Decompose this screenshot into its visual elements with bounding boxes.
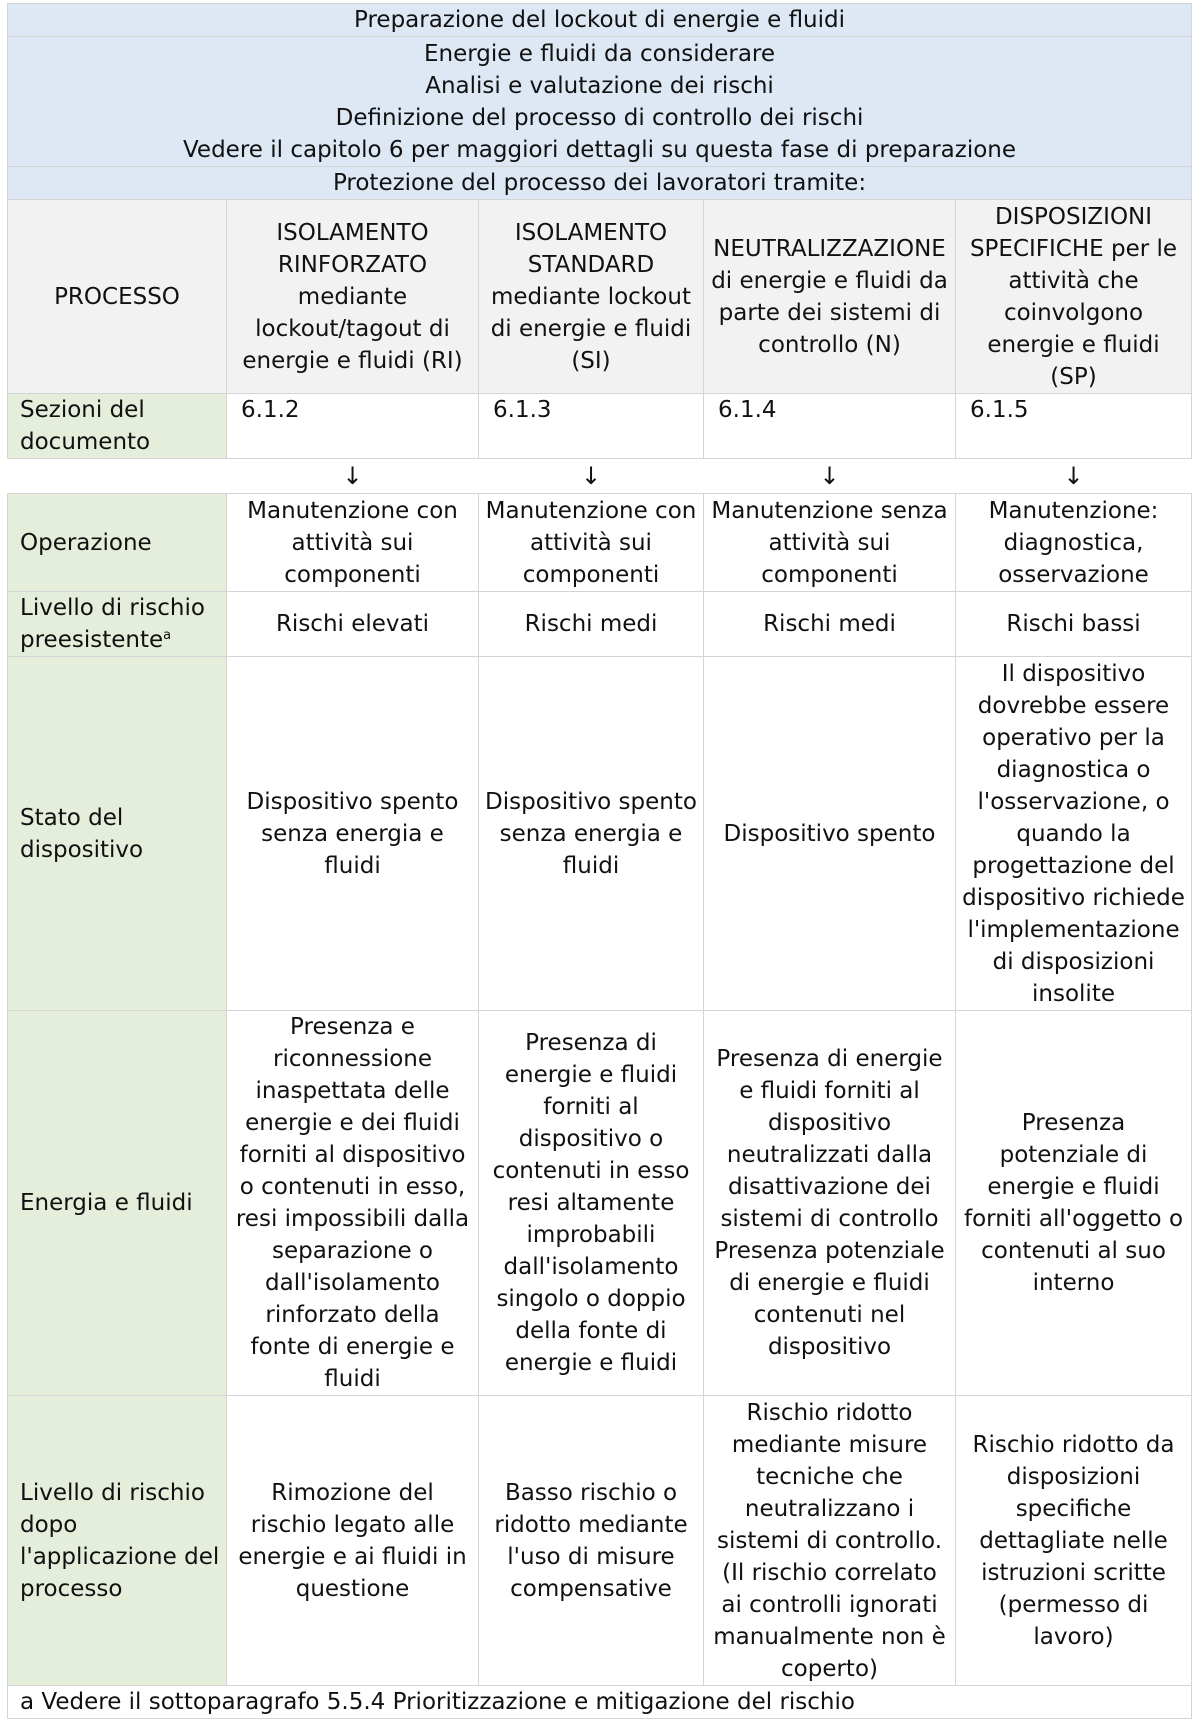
stato-si: Dispositivo spento senza energia e fluidi xyxy=(479,657,704,1011)
livello-pre-si: Rischi medi xyxy=(479,592,704,657)
header-lines xyxy=(8,37,1192,167)
stato-row xyxy=(8,657,1192,1011)
header-line: Definizione del processo di controllo dei rischi xyxy=(335,104,864,131)
column-header-sp: DISPOSIZIONI SPECIFICHE per le attività che coinvolgono energie e fluidi (SP) xyxy=(956,200,1192,394)
header-lines-row xyxy=(8,37,1192,167)
down-arrow-icon: ↓ xyxy=(580,462,602,490)
operazione-sp: Manutenzione: diagnostica, osservazione xyxy=(956,494,1192,592)
energia-label: Energia e fluidi xyxy=(8,1011,227,1396)
livello-dopo-ri: Rimozione del rischio legato alle energie e ai fluidi in questione xyxy=(227,1396,479,1686)
livello-pre-row xyxy=(8,592,1192,657)
sections-row xyxy=(8,394,1192,459)
down-arrow-icon: ↓ xyxy=(342,462,363,490)
column-header-process: PROCESSO xyxy=(8,200,227,394)
column-header-ri: ISOLAMENTO RINFORZATO mediante lockout/tagout di energie e fluidi (RI) xyxy=(227,200,479,394)
arrows-row xyxy=(8,459,1192,494)
section-ri: 6.1.2 xyxy=(227,394,479,459)
stato-sp: Il dispositivo dovrebbe essere operativo per la diagnostica o l'osservazione, o quando la progettazione del dispositivo richiede l'implementazione di disposizioni insolite xyxy=(956,657,1192,1011)
operazione-ri: Manutenzione con attività sui componenti xyxy=(227,494,479,592)
lockout-document xyxy=(7,3,1191,1719)
livello-dopo-label: Livello di rischio dopo l'applicazione del processo xyxy=(8,1396,227,1686)
sections-label: Sezioni del documento xyxy=(8,394,227,459)
section-n: 6.1.4 xyxy=(704,394,956,459)
livello-dopo-si: Basso rischio o ridotto mediante l'uso di misure compensative xyxy=(479,1396,704,1686)
operazione-label: Operazione xyxy=(8,494,227,592)
down-arrow-icon: ↓ xyxy=(1063,462,1084,490)
header-title: Preparazione del lockout di energie e fluidi xyxy=(8,4,1192,37)
header-line: Vedere il capitolo 6 per maggiori dettagli su questa fase di preparazione xyxy=(182,136,1017,163)
down-arrow-icon: ↓ xyxy=(819,462,840,490)
energia-ri: Presenza e riconnessione inaspettata delle energie e dei fluidi forniti al dispositivo o contenuti in esso, resi impossibili dalla separazione o dall'isolamento rinforzato della fonte di energie e fluidi xyxy=(227,1011,479,1396)
lockout-table xyxy=(7,3,1192,1719)
stato-label: Stato del dispositivo xyxy=(8,657,227,1011)
livello-pre-ri: Rischi elevati xyxy=(227,592,479,657)
footnote-marker: a xyxy=(163,628,172,643)
section-sp: 6.1.5 xyxy=(956,394,1192,459)
column-header-si: ISOLAMENTO STANDARD mediante lockout di energie e fluidi (SI) xyxy=(479,200,704,394)
livello-dopo-row xyxy=(8,1396,1192,1686)
column-header-row xyxy=(8,200,1192,394)
protection-label: Protezione del processo dei lavoratori tramite: xyxy=(8,167,1192,200)
stato-ri: Dispositivo spento senza energia e fluidi xyxy=(227,657,479,1011)
protection-row xyxy=(8,167,1192,200)
column-header-n: NEUTRALIZZAZIONE di energie e fluidi da parte dei sistemi di controllo (N) xyxy=(704,200,956,394)
livello-pre-sp: Rischi bassi xyxy=(956,592,1192,657)
stato-n: Dispositivo spento xyxy=(704,657,956,1011)
livello-pre-n: Rischi medi xyxy=(704,592,956,657)
header-line: Energie e fluidi da considerare xyxy=(423,40,776,67)
operazione-n: Manutenzione senza attività sui componenti xyxy=(704,494,956,592)
footnote: a Vedere il sottoparagrafo 5.5.4 Prioritizzazione e mitigazione del rischio xyxy=(8,1686,1192,1719)
header-title-row xyxy=(8,4,1192,37)
livello-dopo-n: Rischio ridotto mediante misure tecniche che neutralizzano i sistemi di controllo. (Il rischio correlato ai controlli ignorati manualmente non è coperto) xyxy=(704,1396,956,1686)
section-si: 6.1.3 xyxy=(479,394,704,459)
energia-row xyxy=(8,1011,1192,1396)
livello-dopo-sp: Rischio ridotto da disposizioni specifiche dettagliate nelle istruzioni scritte (permesso di lavoro) xyxy=(956,1396,1192,1686)
operazione-si: Manutenzione con attività sui componenti xyxy=(479,494,704,592)
livello-pre-label: Livello di rischio preesistente$^a$ xyxy=(8,592,227,657)
energia-si: Presenza di energie e fluidi forniti al dispositivo o contenuti in esso resi altamente improbabili dall'isolamento singolo o doppio della fonte di energie e fluidi xyxy=(479,1011,704,1396)
energia-n: Presenza di energie e fluidi forniti al dispositivo neutralizzati dalla disattivazione dei sistemi di controllo Presenza potenziale di energie e fluidi contenuti nel dispositivo xyxy=(704,1011,956,1396)
header-line: Analisi e valutazione dei rischi xyxy=(425,72,774,99)
energia-sp: Presenza potenziale di energie e fluidi forniti all'oggetto o contenuti al suo interno xyxy=(956,1011,1192,1396)
footnote-row xyxy=(8,1686,1192,1719)
operazione-row xyxy=(8,494,1192,592)
